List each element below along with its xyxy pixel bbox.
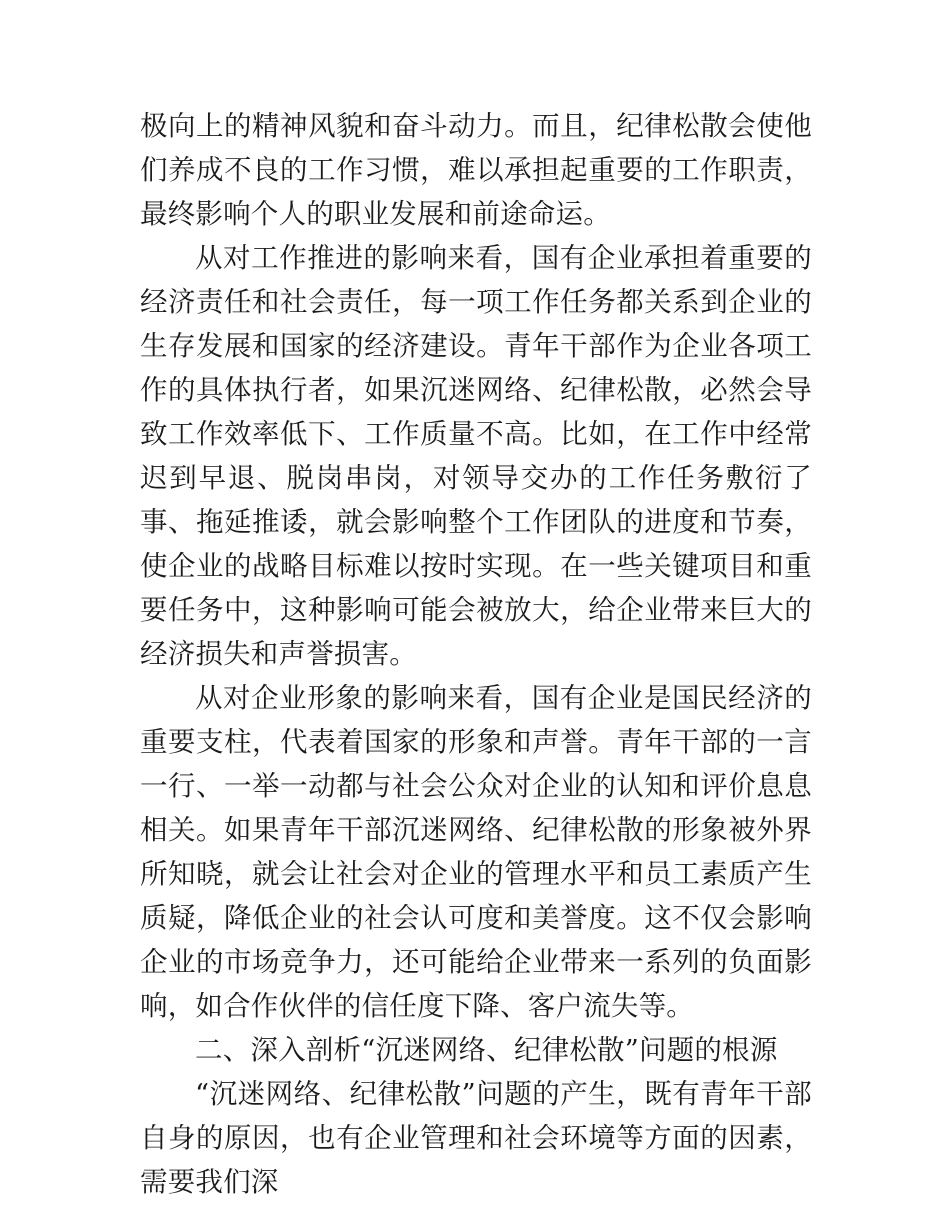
paragraph-root-causes: “沉迷网络、纪律松散”问题的产生，既有青年干部自身的原因，也有企业管理和社会环境等方面的因素，需要我们深 xyxy=(140,1078,812,1198)
paragraph-work-advancement: 从对工作推进的影响来看，国有企业承担着重要的经济责任和社会责任，每一项工作任务都关系到企业的生存发展和国家的经济建设。青年干部作为企业各项工作的具体执行者，如果沉迷网络、纪律松散，必然会导致工作效率低下、工作质量不高。比如，在工作中经常迟到早退、脱岗串岗，对领导交办的工作任务敷衍了事、拖延推诿，就会影响整个工作团队的进度和节奏，使企业的战略目标难以按时实现。在一些关键项目和重要任务中，这种影响可能会被放大，给企业带来巨大的经济损失和声誉损害。 xyxy=(140,242,812,670)
paragraph-corporate-image: 从对企业形象的影响来看，国有企业是国民经济的重要支柱，代表着国家的形象和声誉。青年干部的一言一行、一举一动都与社会公众对企业的认知和评价息息相关。如果青年干部沉迷网络、纪律松散的形象被外界所知晓，就会让社会对企业的管理水平和员工素质产生质疑，降低企业的社会认可度和美誉度。这不仅会影响企业的市场竞争力，还可能给企业带来一系列的负面影响，如合作伙伴的信任度下降、客户流失等。 xyxy=(140,682,812,1022)
paragraph-continuation: 极向上的精神风貌和奋斗动力。而且，纪律松散会使他们养成不良的工作习惯，难以承担起重要的工作职责，最终影响个人的职业发展和前途命运。 xyxy=(140,110,812,230)
heading-section-two: 二、深入剖析“沉迷网络、纪律松散”问题的根源 xyxy=(195,1034,778,1066)
document-text-body xyxy=(140,104,812,1204)
